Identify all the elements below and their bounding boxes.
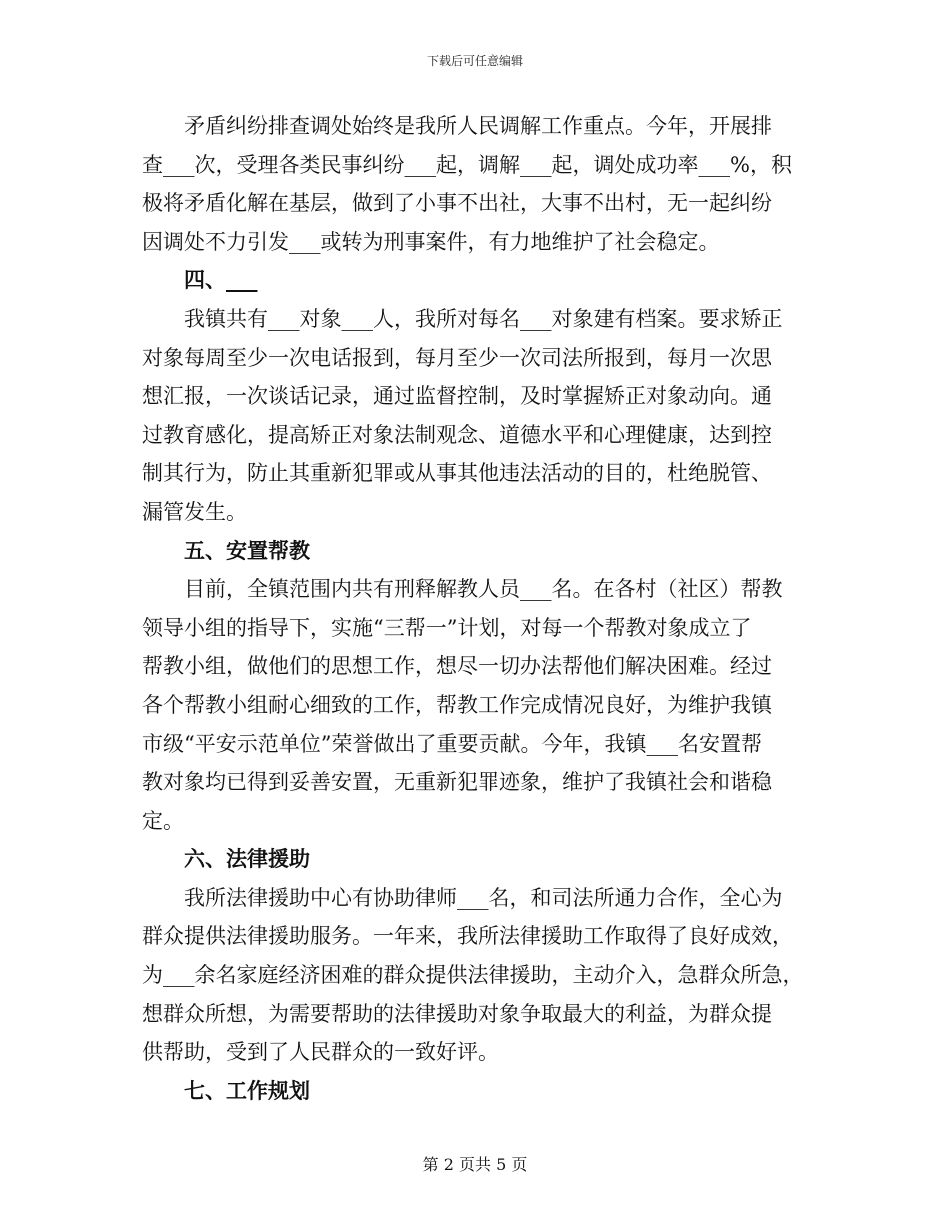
section-heading: 六、法律援助 — [184, 847, 310, 872]
body-text-line: 极将矛盾化解在基层，做到了小事不出社，大事不出村，无一起纠纷 — [142, 191, 772, 216]
page-footer: 第 2 页共 5 页 — [422, 1155, 528, 1174]
body-text-line: 教对象均已得到妥善安置，无重新犯罪迹象，维护了我镇社会和谐稳 — [142, 770, 772, 795]
body-text-line: 帮教小组，做他们的思想工作，想尽一切办法帮他们解决困难。经过 — [142, 654, 772, 679]
body-text-line: 漏管发生。 — [142, 499, 247, 524]
body-text-line: 矛盾纠纷排查调处始终是我所人民调解工作重点。今年，开展排 — [184, 114, 772, 138]
document-body — [142, 107, 807, 1110]
body-text-line: 想汇报，一次谈话记录，通过监督控制，及时掌握矫正对象动向。通 — [142, 384, 772, 409]
section-heading: 七、工作规划 — [184, 1078, 310, 1103]
page-header: 下载后可任意编辑 — [426, 54, 523, 68]
body-text-line: 领导小组的指导下，实施“三帮一”计划，对每一个帮教对象成立了 — [142, 615, 752, 640]
section-heading: 四、___ — [184, 268, 258, 293]
body-text-line: 市级“平安示范单位”荣誉做出了重要贡献。今年，我镇___名安置帮 — [142, 731, 762, 756]
body-text-line: 目前，全镇范围内共有刑释解教人员___名。在各村（社区）帮教 — [184, 577, 783, 602]
body-text-line: 为___余名家庭经济困难的群众提供法律援助，主动介入，急群众所急， — [142, 963, 804, 988]
body-text-line: 各个帮教小组耐心细致的工作，帮教工作完成情况良好，为维护我镇 — [142, 692, 772, 717]
body-text-line: 定。 — [142, 808, 184, 833]
body-text-line: 群众提供法律援助服务。一年来，我所法律援助工作取得了良好成效， — [142, 924, 793, 949]
body-text-line: 制其行为，防止其重新犯罪或从事其他违法活动的目的，杜绝脱管、 — [142, 461, 772, 486]
body-text-line: 供帮助，受到了人民群众的一致好评。 — [142, 1040, 499, 1065]
body-text-line: 我镇共有___对象___人，我所对每名___对象建有档案。要求矫正 — [184, 306, 783, 331]
body-text-line: 查___次，受理各类民事纠纷___起，调解___起，调处成功率___%，积 — [142, 152, 792, 177]
section-heading: 五、安置帮教 — [184, 538, 310, 563]
body-text-line: 过教育感化，提高矫正对象法制观念、道德水平和心理健康，达到控 — [142, 422, 772, 447]
body-text-line: 因调处不力引发___或转为刑事案件，有力地维护了社会稳定。 — [142, 229, 720, 254]
body-text-line: 想群众所想，为需要帮助的法律援助对象争取最大的利益，为群众提 — [142, 1001, 772, 1026]
body-text-line: 对象每周至少一次电话报到，每月至少一次司法所报到，每月一次思 — [142, 345, 772, 370]
body-text-line: 我所法律援助中心有协助律师___名，和司法所通力合作，全心为 — [184, 885, 783, 910]
